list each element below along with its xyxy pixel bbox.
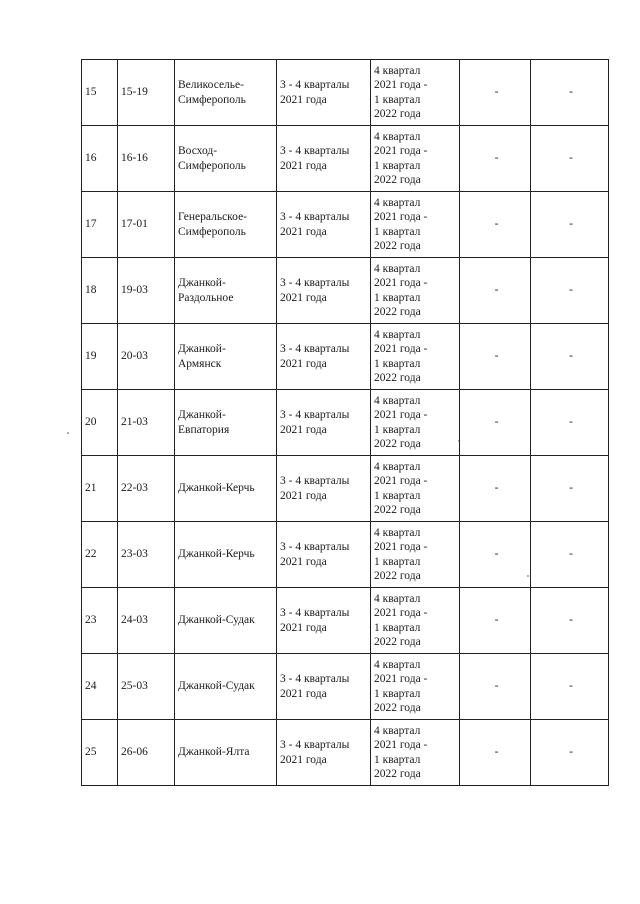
deadline-line: 2022 года	[374, 240, 421, 252]
route-name-line: Джанкой-	[178, 343, 226, 355]
row-number: 21	[82, 456, 118, 522]
period-line: 2021 года	[280, 159, 327, 172]
row-number: 15	[82, 60, 118, 126]
route-name	[175, 720, 277, 786]
deadline-line: 2021 года -	[374, 607, 428, 619]
period-line: 3 - 4 кварталы	[280, 541, 350, 553]
period-line: 3 - 4 кварталы	[280, 739, 350, 751]
row-number: 24	[82, 654, 118, 720]
period-line: 3 - 4 кварталы	[280, 277, 350, 289]
deadline-line: 4 квартал	[374, 724, 421, 737]
route-name	[175, 192, 277, 258]
period-line: 3 - 4 кварталы	[280, 409, 350, 421]
route-name-line: Раздольное	[178, 291, 234, 304]
deadline-line: 1 квартал	[374, 621, 421, 634]
period	[277, 522, 371, 588]
deadline	[371, 720, 460, 786]
route-name	[175, 456, 277, 522]
deadline-line: 2021 года -	[374, 211, 428, 223]
deadline-line: 2021 года -	[374, 541, 428, 553]
route-name-line: Джанкой-Ялта	[178, 746, 250, 759]
row-number: 20	[82, 390, 118, 456]
deadline-line: 4 квартал	[374, 328, 421, 341]
column-6-value: -	[460, 60, 531, 126]
period-line: 3 - 4 кварталы	[280, 673, 350, 685]
route-name-line: Джанкой-Керчь	[178, 482, 255, 495]
column-7-value: -	[531, 60, 609, 126]
deadline-line: 1 квартал	[374, 555, 421, 568]
route-code: 17-01	[118, 192, 175, 258]
column-7-value: -	[531, 588, 609, 654]
deadline-line: 2021 года -	[374, 277, 428, 289]
route-name-line: Симферополь	[178, 159, 246, 172]
column-7-value: -	[531, 258, 609, 324]
route-name	[175, 390, 277, 456]
deadline	[371, 588, 460, 654]
period	[277, 126, 371, 192]
deadline	[371, 258, 460, 324]
deadline	[371, 654, 460, 720]
route-name-line: Симферополь	[178, 225, 246, 238]
deadline-line: 2022 года	[374, 768, 421, 780]
deadline-line: 2022 года	[374, 306, 421, 318]
deadline	[371, 522, 460, 588]
column-6-value: -	[460, 126, 531, 192]
deadline-line: 1 квартал	[374, 93, 421, 106]
route-code: 23-03	[118, 522, 175, 588]
period	[277, 258, 371, 324]
table-row	[82, 390, 609, 456]
route-name-line: Джанкой-Судак	[178, 680, 255, 693]
table-row	[82, 258, 609, 324]
column-6-value: -	[460, 258, 531, 324]
column-7-value: -	[531, 522, 609, 588]
deadline	[371, 192, 460, 258]
period-line: 2021 года	[280, 489, 327, 502]
deadline-line: 2021 года -	[374, 79, 428, 91]
table-row	[82, 456, 609, 522]
column-6-value: -	[460, 720, 531, 786]
route-name	[175, 588, 277, 654]
route-name-line: Джанкой-Судак	[178, 614, 255, 627]
route-name-line: Джанкой-	[178, 409, 226, 421]
deadline-line: 2022 года	[374, 108, 421, 120]
table-row	[82, 60, 609, 126]
deadline-line: 1 квартал	[374, 225, 421, 238]
scan-speck	[67, 432, 69, 434]
route-name	[175, 522, 277, 588]
deadline-line: 2022 года	[374, 372, 421, 384]
column-7-value: -	[531, 720, 609, 786]
deadline-line: 4 квартал	[374, 130, 421, 143]
deadline-line: 2022 года	[374, 174, 421, 186]
row-number: 23	[82, 588, 118, 654]
row-number: 25	[82, 720, 118, 786]
deadline-line: 4 квартал	[374, 64, 421, 77]
period-line: 3 - 4 кварталы	[280, 607, 350, 619]
period-line: 2021 года	[280, 687, 327, 700]
deadline-line: 2022 года	[374, 504, 421, 516]
period-line: 3 - 4 кварталы	[280, 211, 350, 223]
deadline-line: 2022 года	[374, 702, 421, 714]
deadline	[371, 456, 460, 522]
period-line: 2021 года	[280, 291, 327, 304]
deadline	[371, 324, 460, 390]
period	[277, 456, 371, 522]
deadline-line: 4 квартал	[374, 658, 421, 671]
period	[277, 720, 371, 786]
deadline-line: 2021 года -	[374, 343, 428, 355]
column-7-value: -	[531, 456, 609, 522]
period-line: 2021 года	[280, 357, 327, 370]
row-number: 19	[82, 324, 118, 390]
deadline-line: 4 квартал	[374, 196, 421, 209]
table-row	[82, 324, 609, 390]
deadline-line: 2022 года	[374, 570, 421, 582]
period-line: 2021 года	[280, 555, 327, 568]
deadline-line: 2021 года -	[374, 145, 428, 157]
period	[277, 324, 371, 390]
period-line: 3 - 4 кварталы	[280, 475, 350, 487]
route-name	[175, 60, 277, 126]
deadline-line: 1 квартал	[374, 753, 421, 766]
deadline-line: 1 квартал	[374, 687, 421, 700]
column-7-value: -	[531, 324, 609, 390]
deadline-line: 1 квартал	[374, 291, 421, 304]
deadline-line: 2022 года	[374, 438, 421, 450]
deadline-line: 4 квартал	[374, 394, 421, 407]
deadline-line: 2021 года -	[374, 475, 428, 487]
route-code: 16-16	[118, 126, 175, 192]
route-name-line: Генеральское-	[178, 211, 248, 223]
route-name-line: Армянск	[178, 357, 222, 370]
deadline-line: 2022 года	[374, 636, 421, 648]
routes-table-body	[82, 60, 609, 786]
column-6-value: -	[460, 654, 531, 720]
period	[277, 654, 371, 720]
table-row	[82, 522, 609, 588]
column-6-value: -	[460, 324, 531, 390]
route-code: 20-03	[118, 324, 175, 390]
deadline-line: 4 квартал	[374, 460, 421, 473]
table-row	[82, 720, 609, 786]
deadline-line: 4 квартал	[374, 526, 421, 539]
route-code: 22-03	[118, 456, 175, 522]
route-name-line: Великоселье-	[178, 79, 244, 91]
column-7-value: -	[531, 390, 609, 456]
table-row	[82, 588, 609, 654]
column-7-value: -	[531, 654, 609, 720]
route-code: 26-06	[118, 720, 175, 786]
period-line: 2021 года	[280, 621, 327, 634]
table-row	[82, 192, 609, 258]
route-code: 19-03	[118, 258, 175, 324]
route-name-line: Джанкой-Керчь	[178, 548, 255, 561]
route-code: 25-03	[118, 654, 175, 720]
row-number: 22	[82, 522, 118, 588]
column-7-value: -	[531, 192, 609, 258]
deadline-line: 1 квартал	[374, 489, 421, 502]
route-name	[175, 324, 277, 390]
deadline	[371, 60, 460, 126]
column-7-value: -	[531, 126, 609, 192]
route-name-line: Восход-	[178, 145, 218, 157]
deadline	[371, 390, 460, 456]
route-code: 24-03	[118, 588, 175, 654]
route-name	[175, 654, 277, 720]
deadline	[371, 126, 460, 192]
route-name	[175, 258, 277, 324]
table-row	[82, 654, 609, 720]
routes-table	[81, 59, 609, 786]
period	[277, 192, 371, 258]
route-code: 21-03	[118, 390, 175, 456]
deadline-line: 4 квартал	[374, 592, 421, 605]
column-6-value: -	[460, 192, 531, 258]
period-line: 3 - 4 кварталы	[280, 79, 350, 91]
table-row	[82, 126, 609, 192]
period-line: 3 - 4 кварталы	[280, 145, 350, 157]
column-6-value: -	[460, 456, 531, 522]
deadline-line: 2021 года -	[374, 739, 428, 751]
route-name-line: Джанкой-	[178, 277, 226, 289]
deadline-line: 1 квартал	[374, 423, 421, 436]
period	[277, 588, 371, 654]
period-line: 2021 года	[280, 753, 327, 766]
deadline-line: 2021 года -	[374, 673, 428, 685]
column-6-value: -	[460, 390, 531, 456]
period-line: 2021 года	[280, 225, 327, 238]
row-number: 16	[82, 126, 118, 192]
column-6-value: -	[460, 588, 531, 654]
column-6-value: -	[460, 522, 531, 588]
period-line: 2021 года	[280, 93, 327, 106]
deadline-line: 4 квартал	[374, 262, 421, 275]
route-name-line: Евпатория	[178, 423, 230, 436]
row-number: 18	[82, 258, 118, 324]
period	[277, 60, 371, 126]
route-code: 15-19	[118, 60, 175, 126]
deadline-line: 1 квартал	[374, 357, 421, 370]
period-line: 3 - 4 кварталы	[280, 343, 350, 355]
deadline-line: 2021 года -	[374, 409, 428, 421]
route-name	[175, 126, 277, 192]
row-number: 17	[82, 192, 118, 258]
deadline-line: 1 квартал	[374, 159, 421, 172]
period	[277, 390, 371, 456]
period-line: 2021 года	[280, 423, 327, 436]
route-name-line: Симферополь	[178, 93, 246, 106]
